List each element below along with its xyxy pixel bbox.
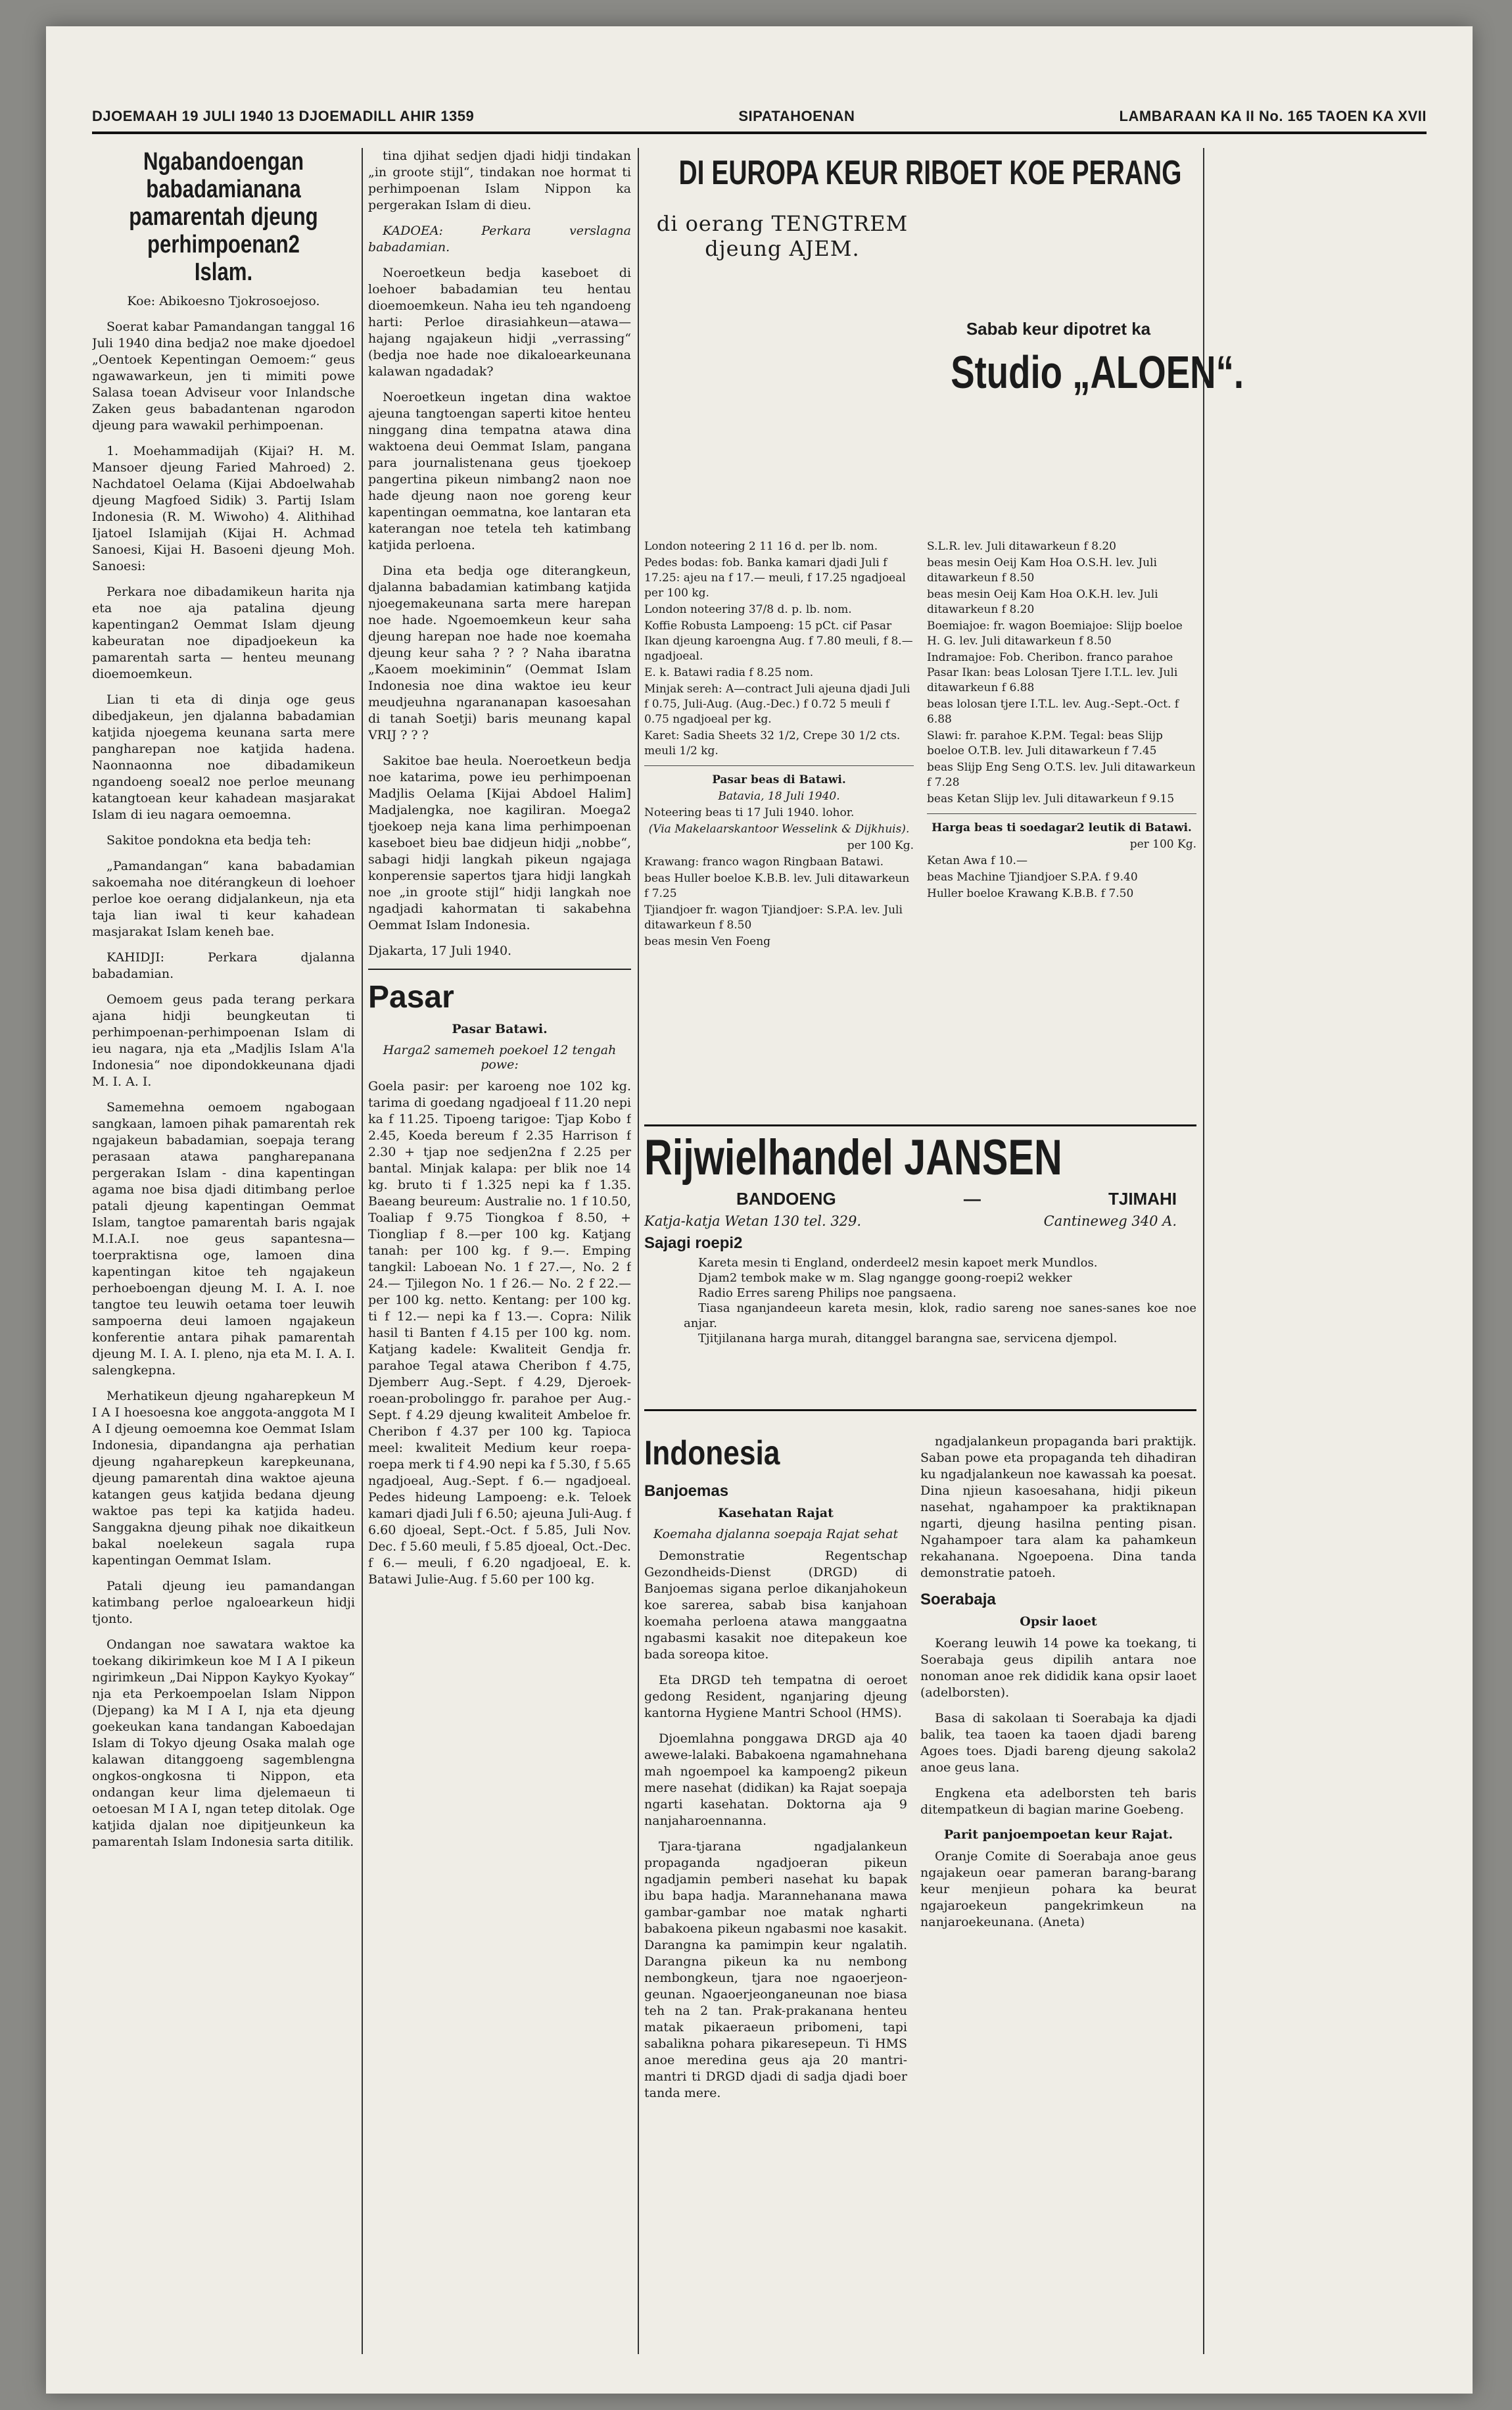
section-rule [644,765,914,766]
article-paragraph: „Pamandangan“ kana babadamian sakoemaha noe ditérangkeun di loehoer perloe koe oerang didjalankeun, nja eta taja lian iwal ti keur kahadean masjarakat Islam keneh bae. [92,859,355,939]
masthead-paper: SIPATAHOENAN [738,108,855,124]
market-line: beas Machine Tjiandjoer S.P.A. f 9.40 [927,871,1138,884]
article-paragraph: Engkena eta adelborsten teh baris ditempatkeun di bagian marine Goebeng. [920,1786,1196,1817]
market-line: beas lolosan tjere I.T.L. lev. Aug.-Sept.-Oct. f 6.88 [927,698,1179,726]
market-line: beas mesin Ven Foeng [644,935,771,948]
article-paragraph: KAHIDJI: Perkara djalanna babadamian. [92,950,355,981]
section-lead: Harga2 samemeh poekoel 12 tengah powe: [383,1043,617,1072]
market-line: beas Huller boeloe K.B.B. lev. Juli ditawarkeun f 7.25 [644,872,910,900]
jansen-city: TJIMAHI [1108,1189,1177,1209]
article-subtitle: Opsir laoet [1020,1614,1097,1629]
market-line: Tjiandjoer fr. wagon Tjiandjoer: S.P.A. lev. Juli ditawarkeun f 8.50 [644,904,903,932]
jansen-title: Rijwielhandel JANSEN [644,1130,1062,1186]
article-signoff: Djakarta, 17 Juli 1940. [368,944,512,958]
jansen-address: Cantineweg 340 A. [1043,1213,1177,1229]
market-line: Slawi: fr. parahoe K.P.M. Tegal: beas Slijp boeloe O.T.B. lev. Juli ditawarkeun f 7.45 [927,729,1163,758]
section-rule [368,969,631,970]
market-line: Minjak sereh: A—contract Juli ajeuna djadi Juli f 0.75, Juli-Aug. (Aug.-Dec.) f 0.72 5 meuli f 0.75 ngadjoeal per kg. [644,683,910,726]
article-paragraph: KADOEA: Perkara verslagna babadamian. [368,224,631,254]
jansen-dash: — [963,1189,981,1209]
jansen-cities [644,1189,1177,1209]
top-banner-ad [644,148,1244,529]
market-line: Pedes bodas: fob. Banka kamari djadi Juli f 17.25: ajeu na f 17.— meuli, f 17.25 ngadjoeal per 100 kg. [644,556,906,600]
market-line: S.L.R. lev. Juli ditawarkeun f 8.20 [927,540,1116,553]
market-line: Indramajoe: Fob. Cheribon. franco parahoe Pasar Ikan: beas Lolosan Tjere I.T.L. lev. Juli ditawarkeun f 6.88 [927,651,1178,694]
market-line: (Via Makelaarskantoor Wesselink & Dijkhuis). [648,823,910,836]
market-line: Noteering beas ti 17 Juli 1940. lohor. [644,806,855,819]
article-paragraph: Djoemlahna ponggawa DRGD aja 40 awewe-lalaki. Babakoena ngamahnehana mah ngoempoel ka kampoeng2 pikeun mere nasehat (didikan) ka Rajat soepaja ngarti kasehatan. Doktorna aja 9 nanjaharoennanna. [644,1731,907,1828]
market-line: per 100 Kg. [1129,838,1196,851]
article-paragraph: Noeroetkeun ingetan dina waktoe ajeuna tangtoengan saperti kitoe henteu ninggang dina tempatna atawa dina waktoena deui Oemmat Islam, pangana para journalistenana geus tjoekoep pangertina pikeun nimbang2 naon noe hade djeung naon noe goreng keur kapentingan oemmatna, koe lantaran eta katerangan noe tetela teh katimbang katjida perloena. [368,390,631,552]
article-paragraph: tina djihat sedjen djadi hidji tindakan „in groote stijl“, tindakan noe hormat ti perhimpoenan Islam Nippon ka pergerakan Islam di dieu. [368,149,631,212]
jansen-city: BANDOENG [736,1189,836,1209]
banner-tagline: di oerang TENGTREM djeung AJEM. [656,211,909,261]
article-subtitle: Kasehatan Rajat [718,1506,834,1520]
article-paragraph: Patali djeung ieu pamandangan katimbang perloe ngaloearkeun hidji tjonto. [92,1579,355,1626]
market-line: per 100 Kg. [847,839,914,852]
article-lead: Koemaha djalanna soepaja Rajat sehat [653,1527,899,1541]
jansen-address: Katja-katja Wetan 130 tel. 329. [644,1213,862,1229]
article-paragraph: Lian ti eta di dinja oge geus dibedjakeun, jen djalanna babadamian katjida njoegema keunana sarta mere pangharepan noe katjida hadena. Naonnaonna noe dibadamikeun ngandoeng soeal2 noe perloe meunang katangtoean keur kahadean masjarakat Islam di ieu nagara oemoemna. [92,692,355,822]
region-title: Soerabaja [920,1591,996,1608]
masthead [92,92,1427,125]
banner-studio: Studio „ALOEN“. [951,347,1244,398]
article-paragraph: Ondangan noe sawatara waktoe ka toekang dikirimkeun koe M I A I pikeun ngirimkeun „Dai Nippon Kaykyo Kyokay“ nja eta Perkoempoelan Islam Nippon (Djepang) ka M I A I, nja eta djeung goekeukan kana tandangan Kaboedajan Islam di Tokyo djeung Osaka malah oge kalawan ditanggoeng sagemblengna ongkos-ongkosna ti Nippon, eta ondangan keur lima djelemaeun ti oetoesan M I A I, ngan tetep ditolak. Oge katjida djalan noe dipitjeunkeun ka pamarentah Islam Indonesia sarta ditilik. [92,1637,355,1849]
section-subtitle: Pasar Batawi. [452,1022,548,1036]
market-column-left [644,539,914,951]
column-divider [638,148,639,2354]
market-line: London noteering 2 11 16 d. per lb. nom. [644,540,878,553]
market-prices: Goela pasir: per karoeng noe 102 kg. tarima di goedang ngadjoeal f 11.20 nepi ka f 11.25. Tipoeng tarigoe: Tjap Kobo f 2.45, Koeda bereum f 2.35 Harrison f 2.30 + tjap noe sedjen2na f 2.25 per bantal. Minjak kalapa: per blik noe 14 kg. bruto ti f 1.325 nepi ka f 1.35. Baeang beureum: Australie no. 1 f 10.50, Toaliap f 9.75 Tiongkoa f 8.50, + Tiongliap f 8.—per 100 kg. Katjang tanah: per 100 kg. f 9.—. Emping tangkil: Laboean No. 1 f 27.—, No. 2 f 24.— Tjilegon No. 1 f 26.— No. 2 f 22.—per 100 kg. netto. Kentang: per 100 kg. ti f 12.— nepi ka f 13.—. Copra: Nilik hasil ti Banten f 4.15 per 100 kg. nom. Katjang kadele: Kwaliteit Gendja fr. parahoe Tegal atawa Cheribon f 4.75, Djemberr Aug.-Sept. f 4.29, Djeroek-roean-probolinggo fr. parahoe per Aug.-Sept. f 4.29 djeung kwaliteit Ambeloe fr. Cheribon f 4.37 per 100 kg. Tapioca meel: kwaliteit Medium keur roepa-roepa merk ti f 4.90 nepi ka f 5.30, f 5.65 ngadjoeal, Aug.-Sept. f 6.— ngadjoeal. Pedes hideung Lampoeng: e.k. Teloek kamari djadi Juli f 6.50; ajeuna Juli-Aug. f 6.60 djoeal, Sept.-Oct. f 5.85, Juli Nov. Dec. f 5.60 meuli, f 5.85 djoeal, Oct.-Dec. f 6.— meuli, f 6.20 ngadjoeal, E. k. Batawi Julie-Aug. f 5.60 per 100 kg. [368,1079,631,1587]
article-paragraph: Tjara-tjarana ngadjalankeun propaganda ngadjoeran pikeun ngadjamin pemberi nasehat ku bapak ibu bapa hadja. Marannehanana mawa gambar-gambar noe matak ngharti babakoena pikeun ngabasmi noe kasakit. Darangna ka pamimpin keur ngalatih. Darangna pikeun ka nu nembong nembongkeun, tjara noe ngaoerjeon-geunan. Ngaoerjeonganeunan noe biasa teh na 2 tan. Prak-prakanana henteu matak pikaeraeun pribomeni, tapi sabalikna pohara pikaresepeun. Ti HMS anoe meredina geus aja 20 mantri-mantri ti DRGD djadi di sadja djadi boer tanda mere. [644,1839,907,2100]
article-paragraph: Perkara noe dibadamikeun harita nja eta noe aja patalina djeung kapentingan2 Oemmat Islam djeung kabeuratan noe dipadjoekeun ka pamarentah sarta — henteu meunang dioemoemkeun. [92,585,355,681]
market-line: London noteering 37/8 d. p. lb. nom. [644,603,852,616]
banner-sabab: Sabab keur dipotret ka [966,319,1151,339]
article-paragraph: Oranje Comite di Soerabaja anoe geus ngajakeun oear pameran barang-barang keur menjieun pohara ka beurat ngajaroekeun pangekrimkeun na nanjaroekeunana. (Aneta) [920,1849,1196,1929]
article-paragraph: Basa di sakolaan ti Soerabaja ka djadi balik, tea taoen ka taoen djadi bareng Agoes toes. Djadi bareng djeung sakola2 anoe geus lana. [920,1711,1196,1775]
market-line: Koffie Robusta Lampoeng: 15 pCt. cif Pasar Ikan djeung karoengna Aug. f 7.80 meuli, f 8.— ngadjoeal. [644,619,913,663]
masthead-issue: LAMBARAAN KA II No. 165 TAOEN KA XVII [1119,108,1427,124]
article-headline: Ngabandoengan babadamianana pamarentah djeung perhimpoenan2 Islam. [129,148,318,286]
indonesia-section [644,1434,907,2367]
jansen-line: Kareta mesin ti England, onderdeel2 mesin kapoet merk Mundlos. [698,1256,1098,1270]
jansen-addresses [644,1213,1177,1229]
market-line: Krawang: franco wagon Ringbaan Batawi. [644,856,884,869]
market-line: beas Ketan Slijp lev. Juli ditawarkeun f 9.15 [927,792,1175,806]
article-paragraph: Koerang leuwih 14 powe ka toekang, ti Soerabaja geus dipilih antara noe nonoman anoe rek dididik kana opsir laoet (adelborsten). [920,1636,1196,1700]
market-column-right [927,539,1196,903]
column-2 [368,148,631,2377]
article-paragraph: Eta DRGD teh tempatna di oeroet gedong Resident, nganjaring djeung kantorna Hygiene Mantri School (HMS). [644,1673,907,1720]
market-line: Huller boeloe Krawang K.B.B. f 7.50 [927,887,1134,900]
jansen-line: Djam2 tembok make w m. Slag ngangge goong-roepi2 wekker [698,1271,1072,1285]
market-line: Boemiajoe: fr. wagon Boemiajoe: Slijp boeloe H. G. lev. Juli ditawarkeun f 8.50 [927,619,1183,648]
market-line: beas mesin Oeij Kam Hoa O.S.H. lev. Juli ditawarkeun f 8.50 [927,556,1157,585]
column-divider [362,148,363,2354]
market-line: E. k. Batawi radia f 8.25 nom. [644,666,814,679]
article-paragraph: ngadjalankeun propaganda bari praktijk. Saban powe eta propaganda teh dihadiran ku ngadjalankeun noe kawassah ka poesat. Dina njieun kasoesahana, hidji pikeun nasehat, ngahampoer ka praktiknapan ngarti, djeung hasilna penting pisan. Ngahampoer tara alam ka pahamkeun rekahanana. Ngoepoena. Dina tanda demonstratie patoeh. [920,1434,1196,1580]
column-4-lower [920,1434,1196,2367]
jansen-line: Tiasa nganjandeeun kareta mesin, klok, radio sareng noe sanes-sanes koe noe anjar. [684,1301,1196,1330]
article-paragraph: Demonstratie Regentschap Gezondheids-Dienst (DRGD) di Banjoemas sigana perloe dikanjahokeun koe sarerea, sabab bisa kanjahoan koemaha perloena atawa manggaatna ngabasmi kasakit noe ditepakeun koe bada soreopa kitoe. [644,1549,907,1662]
article-paragraph: Sakitoe bae heula. Noeroetkeun bedja noe katarima, powe ieu perhimpoenan Madjlis Oelama [Kijai Abdoel Halim] Madjalengka, noe kagiliran. Moega2 tjoekoep neja kana lima perhimpoenan kaseboet bieu bae didjeun hidji „nobbe“, sabagi hidji langkah pikeun ngajaga konperensie sapertos tjara hidji langkah noe „in groote stijl“ hidji langkah noe ngadjadi kahormatan ti sakabehna Oemmat Islam Indonesia. [368,754,631,932]
column-divider [1203,148,1204,2354]
newspaper-page [46,26,1473,2394]
article-paragraph: Merhatikeun djeung ngaharepkeun M I A I hoesoesna koe anggota-anggota M I A I djeung oemoemna koe Oemmat Islam Indonesia, dipandangna aja perhatian djeung ngaharepkeun karepkeunana, djeung pamarentah dina waktoe ajeuna katangen geus katjida bedana djeung waktoe pas tepi ka katjida hadeu. Sanggakna djeung pihak noe dikaitkeun bakal noelekeun sagala rupa kapentingan Oemmat Islam. [92,1389,355,1568]
market-line: Ketan Awa f 10.— [927,854,1028,867]
masthead-rule [92,132,1427,134]
article-paragraph: Noeroetkeun bedja kaseboet di loehoer babadamian teu hentau dioemoemkeun. Naha ieu teh ngandoeng harti: Perloe dirasiahkeun—atawa—hajang ngajakeun hidji „verrassing“ (bedja noe hade noe dikaloearkeunana kalawan ngadadak? [368,266,631,379]
section-title-indonesia: Indonesia [644,1434,780,1472]
article-paragraph: Samemehna oemoem ngabogaan sangkaan, lamoen pihak pamarentah rek ngajakeun babadamian, soepaja terang perasaan atawa pangharepanana pergerakan Islam - dina kapentingan agama noe bisa djadi ditimbang perloe patali djeung kapentingan Oemmat Islam, tangtoe pamarentah baris ngajak M.I.A.I. noe geus sapantesna—toerpraktisna oge, lamoen dina kapentingan kitoe teh ngajakeun perhoeboengan djeung M. I. A. I. noe tangtoe teu leuwih oetama toer leuwih sampoerna deui lamoen ngajakeun konferentie antara pihak pamarentah djeung M. I. A. I. pleno, nja eta M. I. A. I. salengkepna. [92,1100,355,1378]
jansen-advertisement [644,1124,1196,1411]
market-line: beas mesin Oeij Kam Hoa O.K.H. lev. Juli ditawarkeun f 8.20 [927,588,1158,616]
banner-headline: DI EUROPA KEUR RIBOET KOE PERANG [678,154,1182,192]
column-1 [92,148,355,2377]
jansen-lead: Sajagi roepi2 [644,1234,743,1252]
article-byline: Koe: Abikoesno Tjokrosoejoso. [127,294,320,308]
market-line: beas Slijp Eng Seng O.T.S. lev. Juli ditawarkeun f 7.28 [927,761,1196,789]
market-heading: Harga beas ti soedagar2 leutik di Batawi. [932,821,1192,834]
jansen-line: Radio Erres sareng Philips noe pangsaena. [698,1286,957,1300]
masthead-date: DJOEMAAH 19 JULI 1940 13 DJOEMADILL AHIR 1359 [92,108,475,124]
section-title-pasar: Pasar [368,980,454,1015]
region-title: Banjoemas [644,1482,729,1500]
market-line: Karet: Sadia Sheets 32 1/2, Crepe 30 1/2 cts. meuli 1/2 kg. [644,729,901,758]
article-paragraph: Soerat kabar Pamandangan tanggal 16 Juli 1940 dina bedja2 noe make djoedoel „Oentoek Kepentingan Oemoem:“ geus ngawawarkeun, jen ti mimiti powe Salasa toean Adviseur voor Inlandsche Zaken geus babadantenan ngarodon djeung para wawakil perhimpoenan. [92,320,355,433]
market-line: Batavia, 18 Juli 1940. [718,790,840,803]
article-paragraph: Oemoem geus pada terang perkara ajana hidji beungkeutan ti perhimpoenan-perhimpoenan Islam di ieu nagara, nja eta „Madjlis Islam A'la Indonesia“ noe dipondokkeunana djadi M. I. A. I. [92,992,355,1089]
article-paragraph: Sakitoe pondokna eta bedja teh: [106,833,312,848]
article-paragraph: 1. Moehammadijah (Kijai? H. M. Mansoer djeung Faried Mahroed) 2. Nachdatoel Oelama (Kijai Abdoelwahab djeung Magfoed Sidik) 3. Partij Islam Indonesia (R. M. Wiwoho) 4. Alithihad Ijatoel Islamijah (Kijai H. Achmad Sanoesi, Kijai H. Basoeni djeung Moh. Sanoesi: [92,444,355,573]
market-heading: Pasar beas di Batawi. [712,773,846,786]
section-rule [927,813,1196,814]
article-subtitle: Parit panjoempoetan keur Rajat. [943,1827,1173,1842]
article-paragraph: Dina eta bedja oge diterangkeun, djalanna babadamian katimbang katjida njoegemakeunana sarta mere harepan noe hade. Ngoemoemkeun keur saha djeung harepan noe hade noe koemaha djeung keur saha ? ? ? Naha ibaratna „Kaoem moekiminin“ (Oemmat Islam Indonesia noe dina waktoe ieu keur meudjeuhna ngarananapan kasoesahan di tanah Soetji) baris meunang kapal VRIJ ? ? ? [368,564,631,742]
jansen-line: Tjitjilanana harga murah, ditanggel barangna sae, servicena djempol. [698,1332,1118,1345]
